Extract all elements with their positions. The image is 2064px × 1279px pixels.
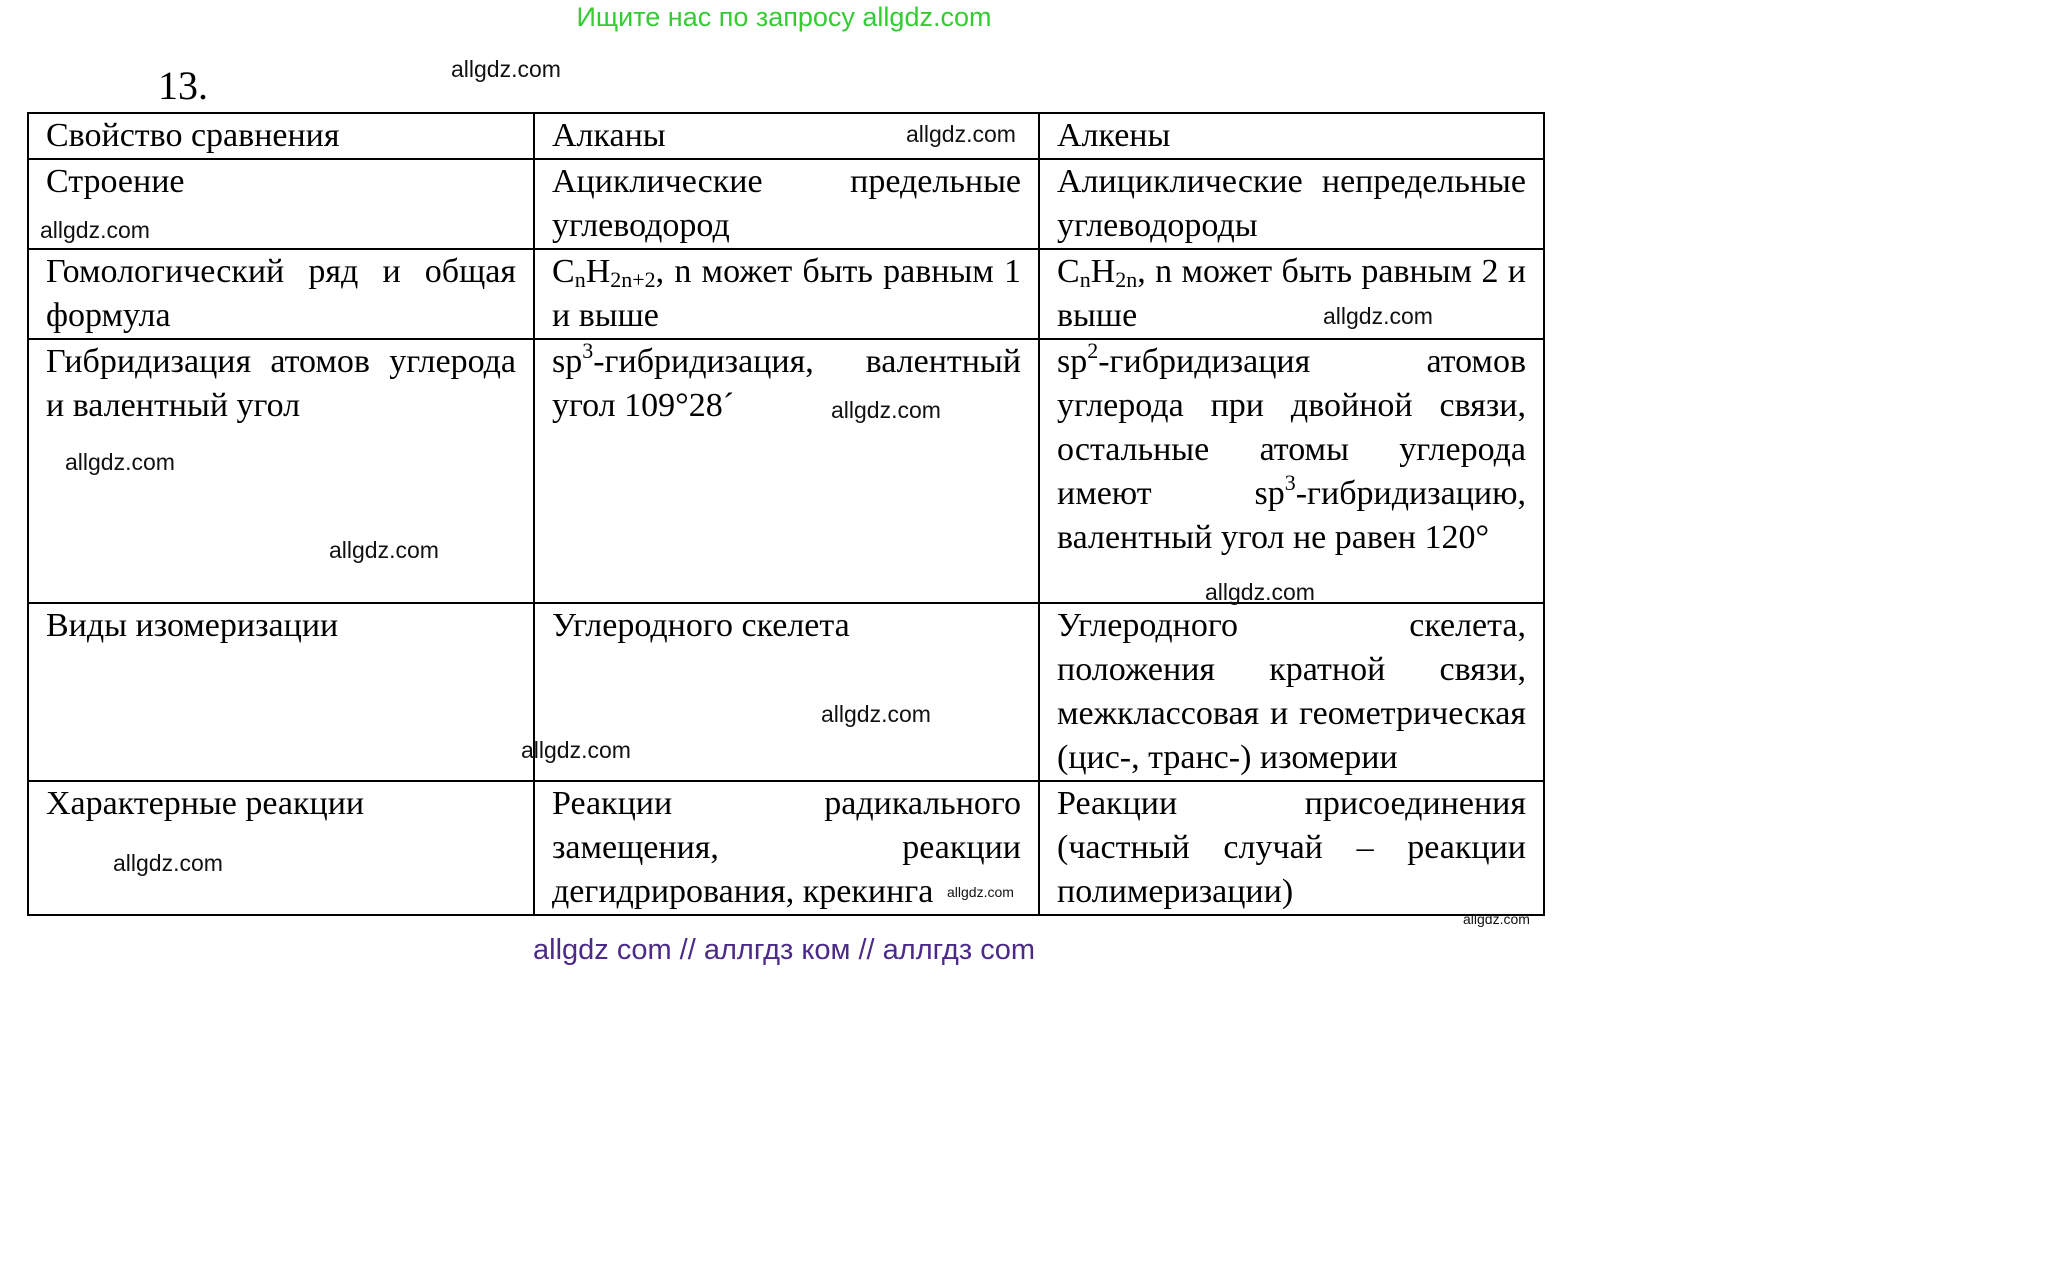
watermark: allgdz.com [113, 850, 223, 876]
footer-links[interactable]: allgdz com // аллгдз ком // аллгдз com [533, 934, 1035, 966]
watermark: allgdz.com [1463, 911, 1530, 927]
hybrid-sp: sp [1254, 475, 1285, 512]
formula-c: C [1057, 253, 1080, 290]
watermark: allgdz.com [40, 217, 150, 243]
cell-alkenes [1039, 249, 1544, 339]
cell-property: Характерные реакции [28, 781, 534, 915]
cell-property: Виды изомеризации [28, 603, 534, 781]
hybrid-sp: sp [552, 343, 583, 380]
hybrid-sp: sp [1057, 343, 1088, 380]
formula-sub: 2n [1115, 267, 1138, 292]
formula-h: H [585, 253, 611, 290]
cell-alkenes: Реакции присоединения (частный случай – реакции полимеризации) [1039, 781, 1544, 915]
hybrid-sup: 2 [1087, 338, 1099, 363]
formula-sub: n [1079, 267, 1091, 292]
formula-c: C [552, 253, 575, 290]
hybrid-sup: 3 [582, 338, 594, 363]
watermark: allgdz.com [521, 737, 631, 763]
search-banner[interactable]: Ищите нас по запросу allgdz.com [576, 2, 992, 32]
cell-text: , n может быть равным 1 и выше [552, 253, 1021, 334]
watermark: allgdz.com [1323, 303, 1433, 329]
watermark: allgdz.com [947, 884, 1014, 900]
cell-text: -гибридизация атомов углерода при двойной связи, остальные атомы углерода имеют [1057, 343, 1526, 512]
table-row [28, 249, 1544, 339]
hybrid-sup: 3 [1284, 470, 1296, 495]
cell-alkanes [534, 249, 1039, 339]
cell-text: -гибридизацию, валентный угол не равен 120° [1057, 475, 1526, 556]
formula-h: H [1090, 253, 1116, 290]
watermark: allgdz.com [831, 397, 941, 423]
formula-sub: 2n+2 [610, 267, 656, 292]
table-row [28, 781, 1544, 915]
watermark: allgdz.com [1205, 579, 1315, 605]
header-alkanes: Алканы [534, 113, 1039, 159]
table-header-row [28, 113, 1544, 159]
cell-property: Гибридизация атомов углерода и валентный угол [28, 339, 534, 603]
table-row [28, 603, 1544, 781]
cell-alkanes: Реакции радикального замещения, реакции дегидрирования, крекинга [534, 781, 1039, 915]
cell-alkanes: Ациклические предельные углеводород [534, 159, 1039, 249]
cell-alkenes [1039, 339, 1544, 603]
comparison-table [27, 112, 1545, 916]
cell-property: Строение [28, 159, 534, 249]
table-row [28, 159, 1544, 249]
watermark: allgdz.com [65, 449, 175, 475]
task-number: 13. [158, 63, 208, 108]
formula-sub: n [574, 267, 586, 292]
cell-alkanes [534, 339, 1039, 603]
table-row [28, 339, 1544, 603]
header-alkenes: Алкены [1039, 113, 1544, 159]
cell-text: -гибридизация, валентный угол 109°28´ [552, 343, 1021, 424]
cell-alkenes: Углеродного скелета, положения кратной связи, межклассовая и геометрическая (цис-, транс-) изомерии [1039, 603, 1544, 781]
cell-alkenes: Алициклические непредельные углеводороды [1039, 159, 1544, 249]
cell-alkanes: Углеродного скелета [534, 603, 1039, 781]
watermark: allgdz.com [451, 56, 561, 82]
header-property: Свойство сравнения [28, 113, 534, 159]
cell-text: , n может быть равным 2 и выше [1057, 253, 1526, 334]
watermark: allgdz.com [821, 701, 931, 727]
cell-property: Гомологический ряд и общая формула [28, 249, 534, 339]
watermark: allgdz.com [329, 537, 439, 563]
watermark: allgdz.com [906, 121, 1016, 147]
